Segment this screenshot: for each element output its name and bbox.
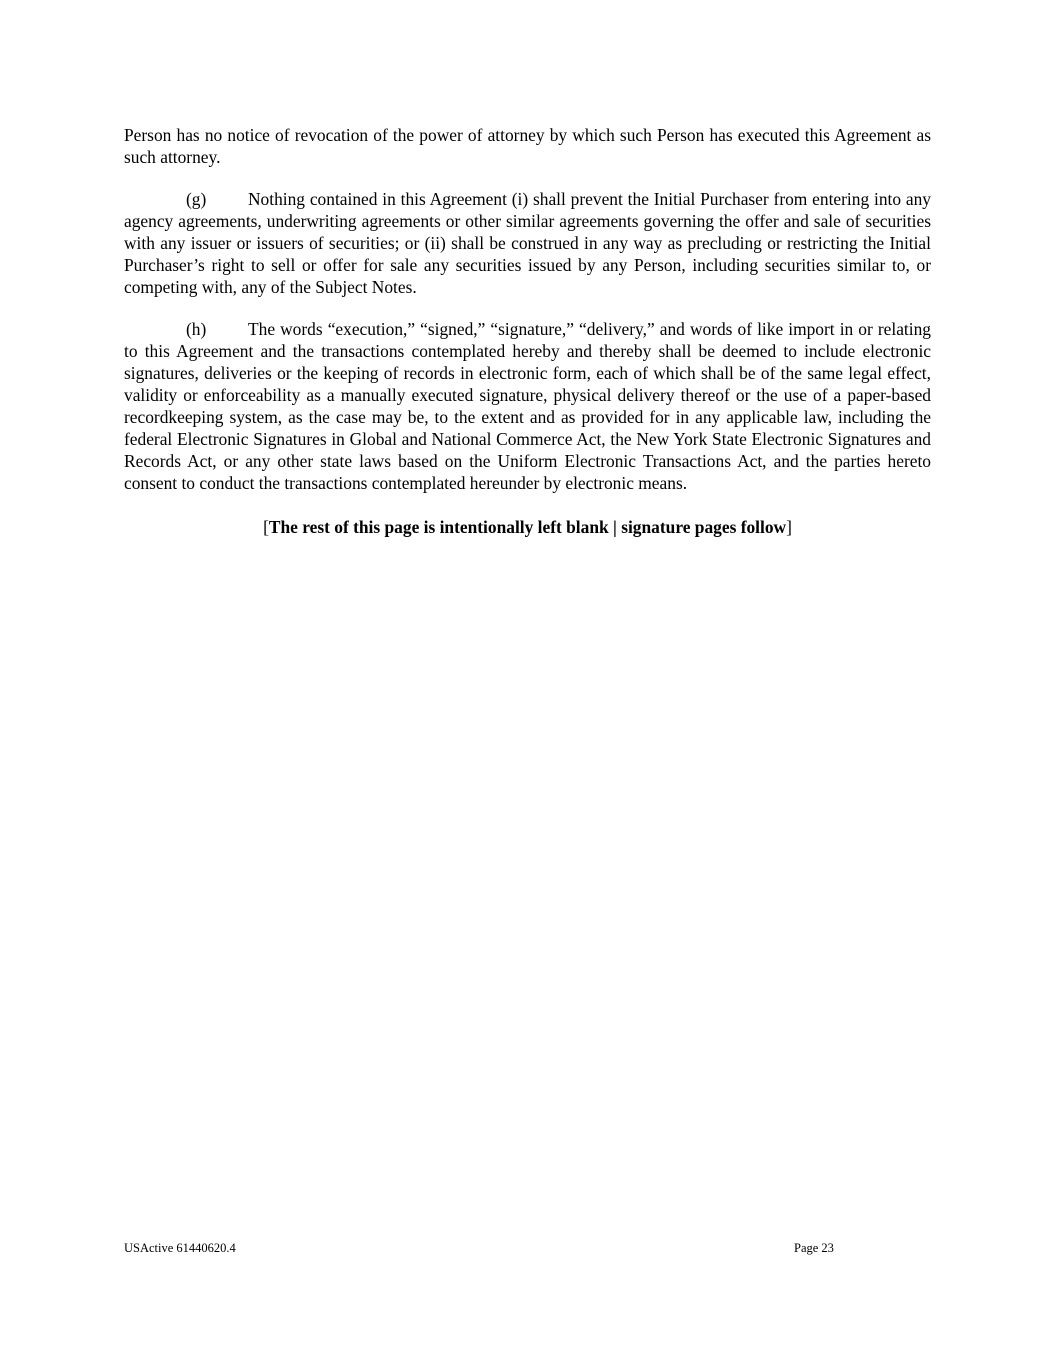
closing-notice [124, 514, 931, 538]
closing-close-bracket: ] [786, 517, 792, 537]
continuation-paragraph: Person has no notice of revocation of the power of attorney by which such Person has executed this Agreement as such attorney. [124, 125, 931, 167]
section-g-label: (g) [186, 189, 207, 209]
closing-notice-text: The rest of this page is intentionally left blank | signature pages follow [268, 517, 787, 537]
document-body [124, 124, 931, 538]
section-h-text: The words “execution,” “signed,” “signature,” “delivery,” and words of like import in or relating to this Agreement and the transactions contemplated hereby and thereby shall be deemed to include electronic signatures, deliveries or the keeping of records in electronic form, each of which shall be of the same legal effect, validity or enforceability as a manually executed signature, physical delivery thereof or the use of a paper-based recordkeeping system, as the case may be, to the extent and as provided for in any applicable law, including the federal Electronic Signatures in Global and National Commerce Act, the New York State Electronic Signatures and Records Act, or any other state laws based on the Uniform Electronic Transactions Act, and the parties hereto consent to conduct the transactions contemplated hereunder by electronic means. [124, 319, 931, 493]
section-h-label: (h) [186, 319, 207, 339]
closing-open-bracket: [ [263, 517, 269, 537]
section-h-paragraph [124, 318, 931, 494]
section-g-paragraph [124, 188, 931, 298]
section-g-text: Nothing contained in this Agreement (i) shall prevent the Initial Purchaser from entering into any agency agreements, underwriting agreements or other similar agreements governing the offer and sale of securities with any issuer or issuers of securities; or (ii) shall be construed in any way as precluding or restricting the Initial Purchaser’s right to sell or offer for sale any securities issued by any Person, including securities similar to, or competing with, any of the Subject Notes. [124, 189, 931, 297]
footer-page-number: Page 23 [794, 1241, 834, 1255]
footer-doc-id: USActive 61440620.4 [124, 1241, 236, 1255]
